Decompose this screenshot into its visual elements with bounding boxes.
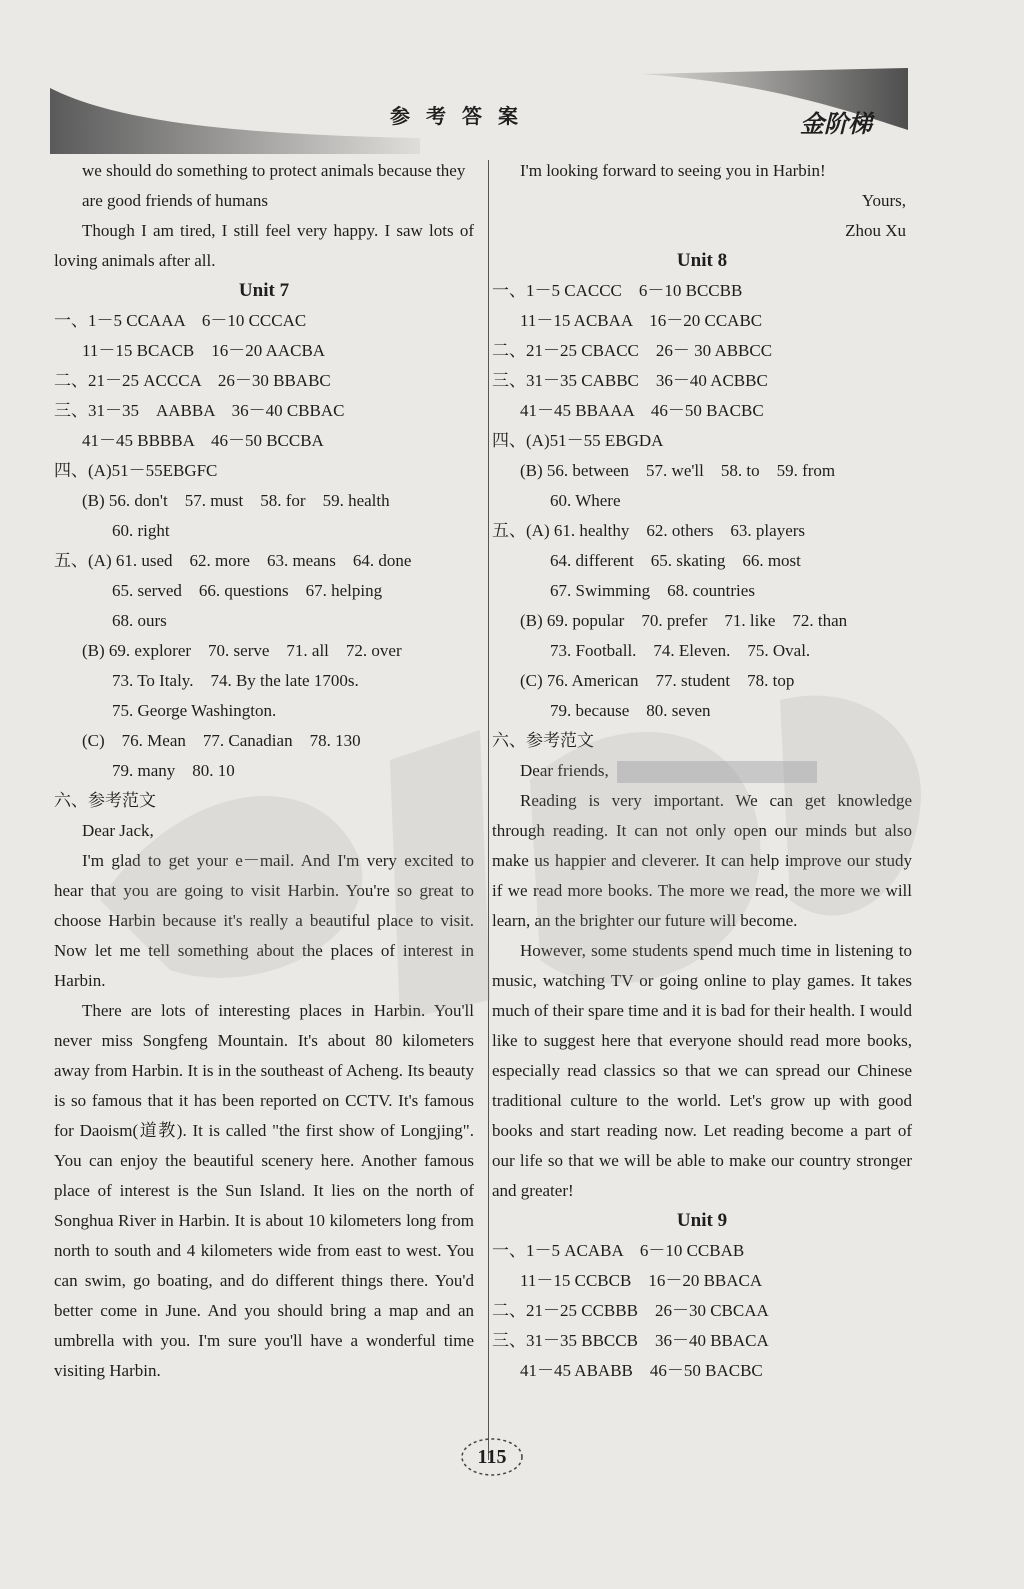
letter-closing: I'm looking forward to seeing you in Harbin!: [520, 161, 826, 180]
essay-salutation: Dear friends,: [520, 761, 609, 780]
letter-signer: Zhou Xu: [845, 221, 906, 240]
intro-line: Though I am tired, I still feel very happy. I saw lots of loving animals after all.: [54, 221, 474, 270]
right-column: [492, 156, 912, 1386]
answer-line: 41－45 BBBBA 46－50 BCCBA: [82, 431, 324, 450]
answer-line: 四、(A)51－55 EBGDA: [492, 431, 664, 450]
answer-line: 79. many 80. 10: [112, 761, 235, 780]
page-number: 115: [477, 1446, 507, 1468]
answer-line: 41－45 ABABB 46－50 BACBC: [520, 1361, 763, 1380]
header-band-left: [50, 88, 420, 154]
unit-9-heading: Unit 9: [676, 1210, 728, 1231]
answer-line: (B) 56. don't 57. must 58. for 59. health: [82, 491, 390, 510]
answer-line: 二、21－25 ACCCA 26－30 BBABC: [54, 371, 331, 390]
answer-line: 三、31－35 CABBC 36－40 ACBBC: [492, 371, 768, 390]
answer-line: 41－45 BBAAA 46－50 BACBC: [520, 401, 764, 420]
answer-line: 60. right: [112, 521, 170, 540]
answer-line: 73. Football. 74. Eleven. 75. Oval.: [550, 641, 811, 660]
essay-label: 六、参考范文: [54, 791, 156, 810]
answer-line: 一、1－5 CACCC 6－10 BCCBB: [492, 281, 743, 300]
answer-line: (C) 76. Mean 77. Canadian 78. 130: [82, 731, 361, 750]
answer-line: 三、31－35 BBCCB 36－40 BBACA: [492, 1331, 769, 1350]
answer-line: 三、31－35 AABBA 36－40 CBBAC: [54, 401, 345, 420]
intro-line: we should do something to protect animals because they are good friends of humans: [82, 161, 466, 210]
page-title: 参考答案: [390, 106, 534, 128]
answer-line: 五、(A) 61. healthy 62. others 63. players: [492, 521, 806, 540]
answer-line: 79. because 80. seven: [550, 701, 711, 720]
answer-line: 11－15 ACBAA 16－20 CCABC: [520, 311, 763, 330]
answer-line: 68. ours: [112, 611, 167, 630]
letter-signoff: Yours,: [861, 191, 906, 210]
essay-label: 六、参考范文: [492, 731, 594, 750]
answer-line: 75. George Washington.: [112, 701, 277, 720]
left-column: [54, 156, 474, 1386]
unit-8-heading: Unit 8: [676, 250, 728, 271]
answer-line: 11－15 CCBCB 16－20 BBACA: [520, 1271, 763, 1290]
answer-line: 一、1－5 ACABA 6－10 CCBAB: [492, 1241, 745, 1260]
answer-line: 二、21－25 CCBBB 26－30 CBCAA: [492, 1301, 769, 1320]
answer-line: 67. Swimming 68. countries: [550, 581, 755, 600]
answer-line: (B) 69. popular 70. prefer 71. like 72. than: [520, 611, 848, 630]
answer-line: (B) 56. between 57. we'll 58. to 59. from: [520, 461, 836, 480]
answer-line: 65. served 66. questions 67. helping: [112, 581, 383, 600]
brand-logo: 金阶梯: [800, 112, 872, 138]
answer-line: 11－15 BCACB 16－20 AACBA: [82, 341, 326, 360]
answer-line: 64. different 65. skating 66. most: [550, 551, 801, 570]
answer-line: 四、(A)51－55EBGFC: [54, 461, 218, 480]
essay-salutation: Dear Jack,: [82, 821, 154, 840]
unit-7-heading: Unit 7: [238, 280, 290, 301]
essay-paragraph: There are lots of interesting places in Harbin. You'll never miss Songfeng Mountain. It's about 80 kilometers away from Harbin. It is in the southeast of Acheng. Its beauty is so famous that it has been reported on CCTV. It's famous for Daoism(道教). It is called "the first show of Longjing". You can enjoy the beautiful scenery here. Another famous place of interest is the Sun Island. It lies on the north of Songhua River in Harbin. It is about 10 kilometers long from north to south and 4 kilometers wide from east to west. You can swim, go boating, and do different things there. You'd better come in June. And you should bring a map and an umbrella with you. I'm sure you'll have a wonderful time visiting Harbin.: [54, 1001, 474, 1380]
answer-line: 60. Where: [550, 491, 621, 510]
answer-line: 73. To Italy. 74. By the late 1700s.: [112, 671, 359, 690]
essay-paragraph: However, some students spend much time in listening to music, watching TV or going online to play games. It takes much of their spare time and it is bad for their health. I would like to suggest here that everyone should read more books, especially read classics so that we can spread our Chinese traditional culture to the world. Let's grow up with good books and start reading now. Let reading become a part of our life so that we will be able to make our country stronger and greater!: [492, 941, 912, 1200]
answer-line: 五、(A) 61. used 62. more 63. means 64. done: [54, 551, 412, 570]
answer-line: (C) 76. American 77. student 78. top: [520, 671, 795, 690]
answer-line: 一、1－5 CCAAA 6－10 CCCAC: [54, 311, 307, 330]
essay-paragraph: Reading is very important. We can get knowledge through reading. It can not only open our minds but also make us happier and cleverer. It can help improve our study if we read more books. The more we read, the more we will learn, an the brighter our future will become.: [492, 791, 912, 930]
essay-paragraph: I'm glad to get your e－mail. And I'm very excited to hear that you are going to visit Harbin. You're so great to choose Harbin because it's really a beautiful place to visit. Now let me tell something about the places of interest in Harbin.: [54, 851, 474, 990]
essay-salutation-row: [492, 756, 912, 786]
answer-line: 二、21－25 CBACC 26－ 30 ABBCC: [492, 341, 773, 360]
redacted-block: [617, 761, 817, 783]
column-divider: [488, 160, 489, 1460]
answer-line: (B) 69. explorer 70. serve 71. all 72. over: [82, 641, 402, 660]
